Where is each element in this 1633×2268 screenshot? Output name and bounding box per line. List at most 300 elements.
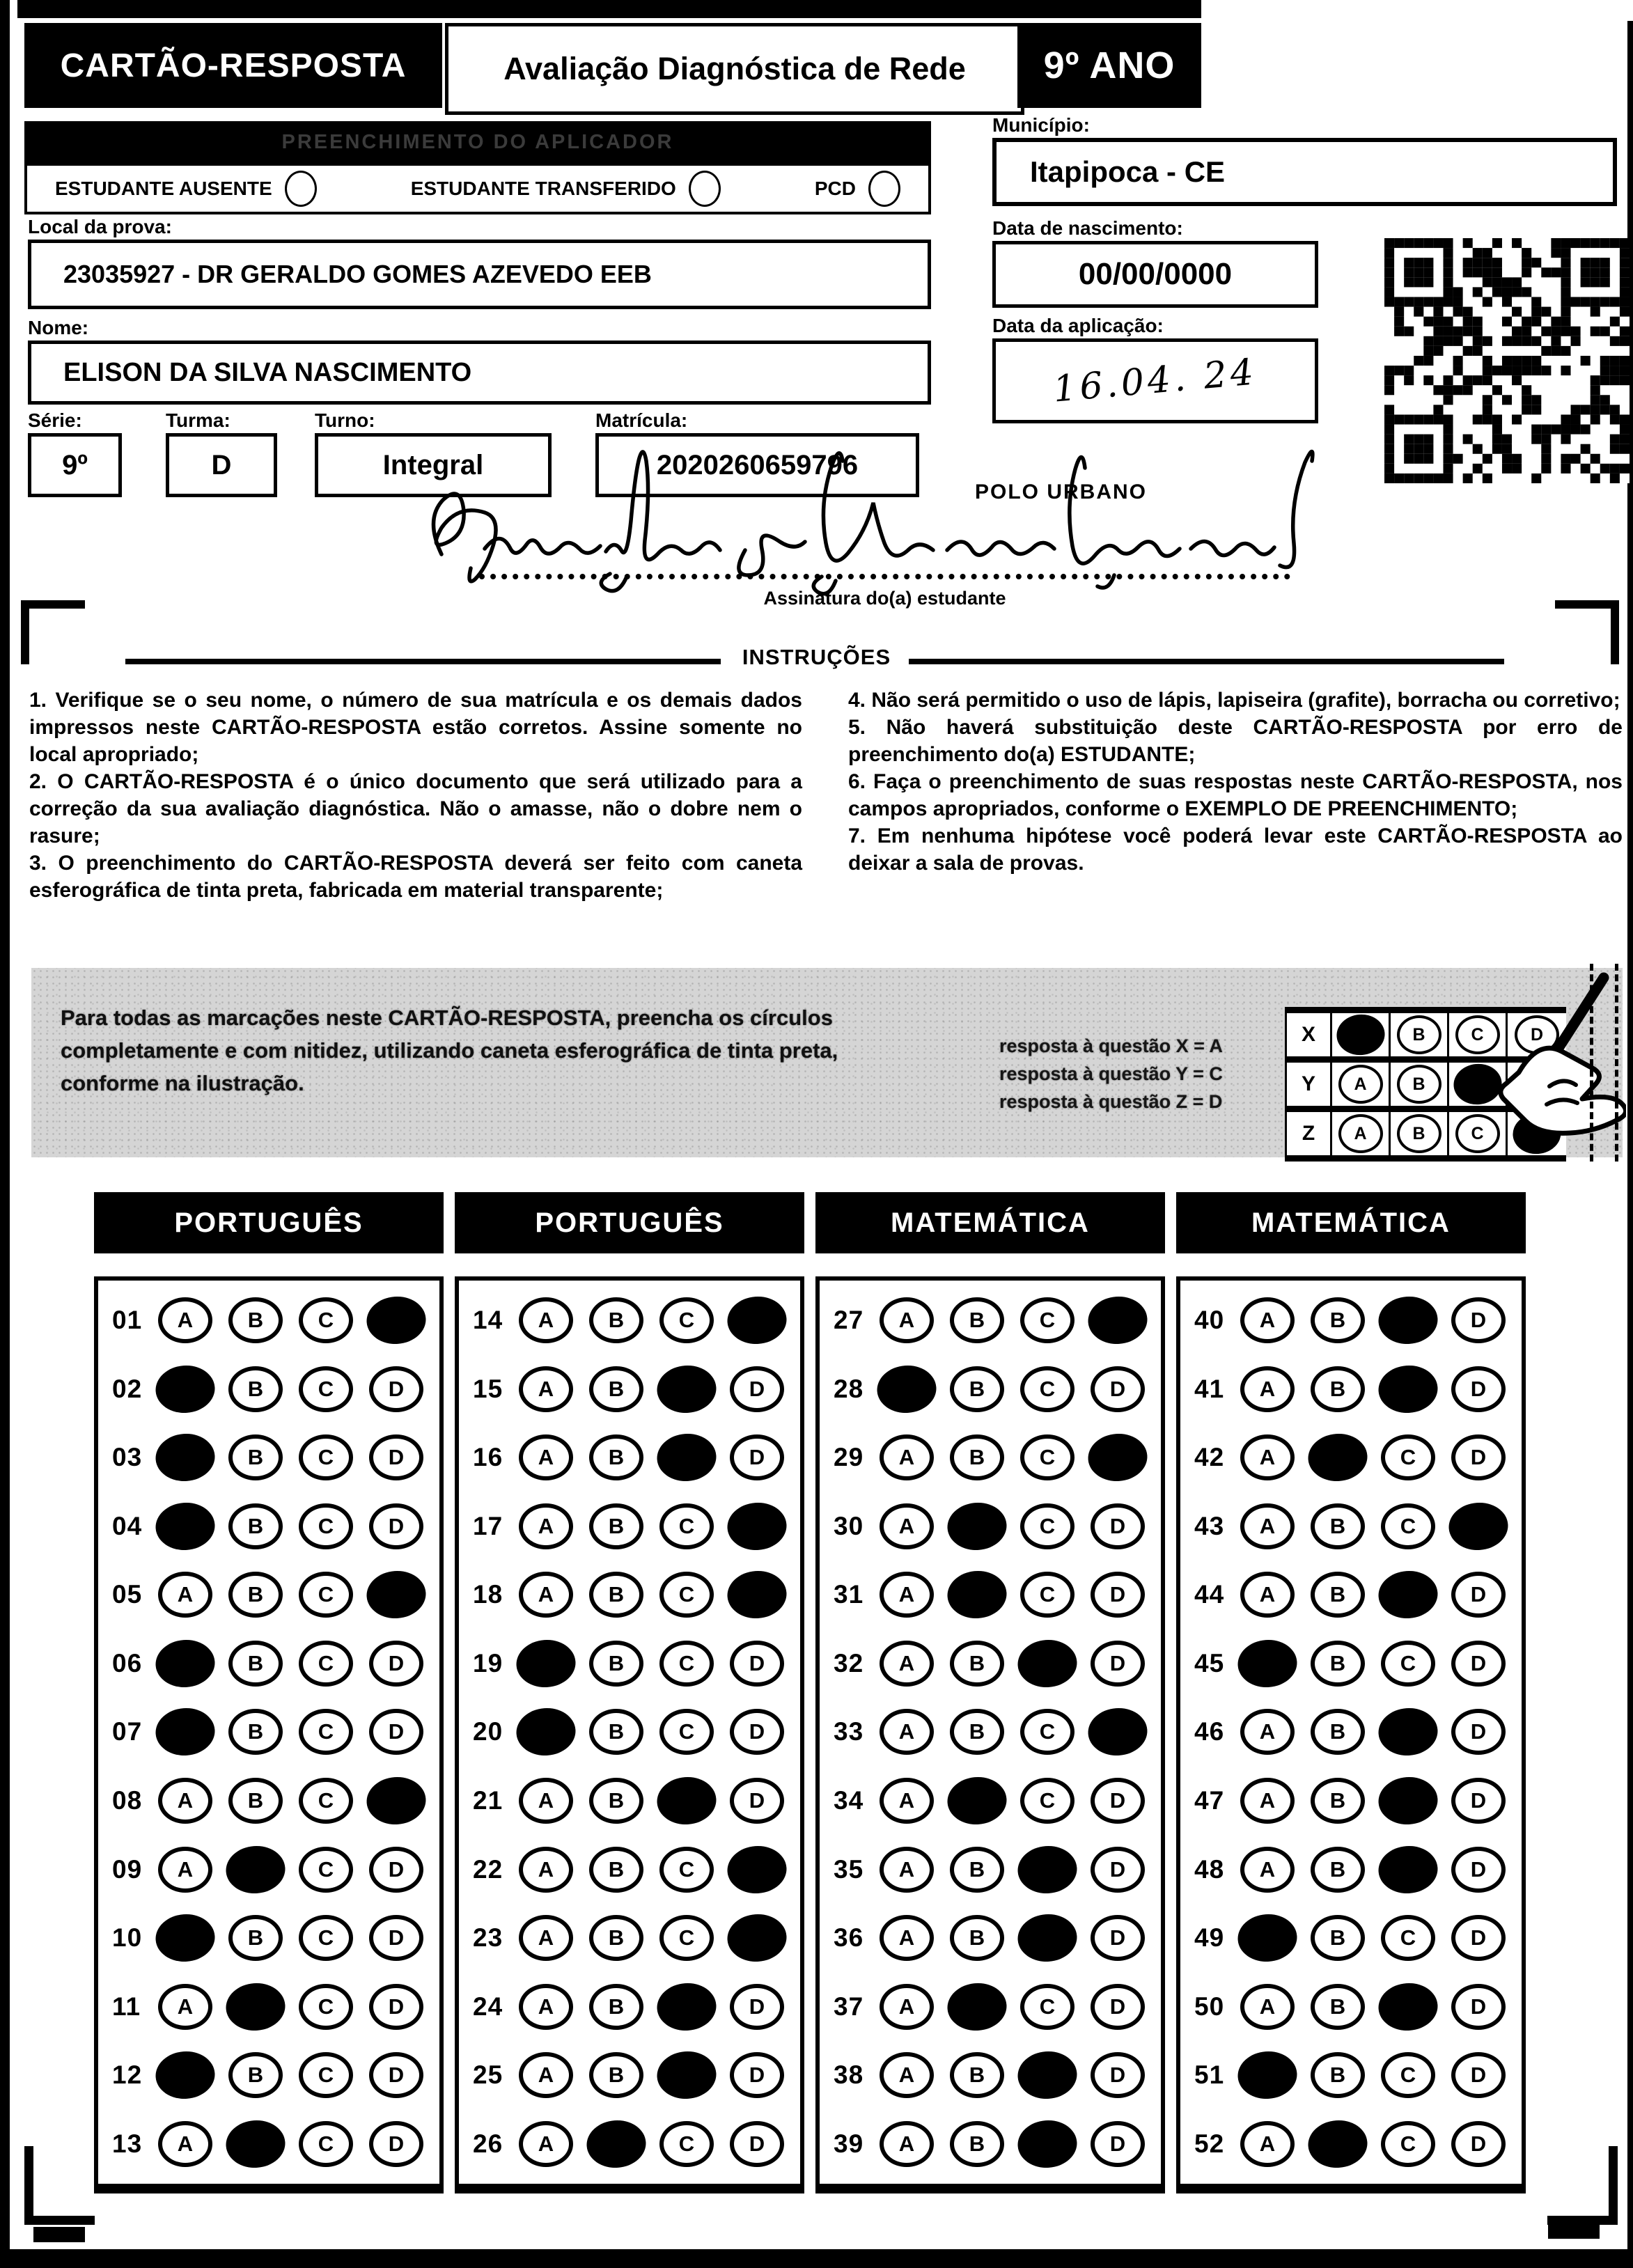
bubble-43-d[interactable] bbox=[1447, 1501, 1510, 1552]
bubble-28-c[interactable]: C bbox=[1020, 1366, 1075, 1412]
aplicacao-handwritten-date: 16.04. 24 bbox=[1052, 351, 1259, 411]
bubble-02-a[interactable] bbox=[154, 1363, 217, 1415]
question-number: 27 bbox=[834, 1306, 864, 1335]
question-number: 24 bbox=[473, 1992, 503, 2021]
bubble-06-c[interactable]: C bbox=[299, 1641, 353, 1687]
answer-column-header-4: MATEMÁTICA bbox=[1176, 1192, 1526, 1253]
bubble-46-d[interactable]: D bbox=[1451, 1709, 1506, 1755]
bubble-30-d[interactable]: D bbox=[1091, 1503, 1145, 1549]
bubble-35-b[interactable]: B bbox=[950, 1847, 1004, 1893]
question-number: 01 bbox=[112, 1306, 143, 1335]
answer-column-box-3 bbox=[815, 1276, 1165, 2193]
bubble-49-d[interactable]: D bbox=[1451, 1915, 1506, 1961]
bubble-29-b[interactable]: B bbox=[950, 1434, 1004, 1480]
answer-column-header-2: PORTUGUÊS bbox=[455, 1192, 804, 1253]
question-row-24 bbox=[459, 1984, 800, 2030]
bubble-14-d[interactable] bbox=[726, 1295, 788, 1346]
bubble-43-a[interactable]: A bbox=[1240, 1503, 1295, 1549]
bubble-46-a[interactable]: A bbox=[1240, 1709, 1295, 1755]
bubble-04-c[interactable]: C bbox=[299, 1503, 353, 1549]
bubble-52-c[interactable]: C bbox=[1381, 2121, 1435, 2167]
example-bubble-z-c: C bbox=[1455, 1114, 1500, 1153]
bubble-03-c[interactable]: C bbox=[299, 1434, 353, 1480]
bubble-52-a[interactable]: A bbox=[1240, 2121, 1295, 2167]
bubble-08-a[interactable]: A bbox=[158, 1778, 212, 1824]
bubble-27-a[interactable]: A bbox=[880, 1297, 934, 1343]
bubble-31-c[interactable]: C bbox=[1020, 1572, 1075, 1618]
instructions-title: INSTRUÇÕES bbox=[742, 645, 891, 669]
bubble-26-b[interactable] bbox=[585, 2118, 648, 2170]
matricula-label: Matrícula: bbox=[595, 409, 688, 431]
bubble-51-d[interactable]: D bbox=[1451, 2052, 1506, 2098]
bubble-15-b[interactable]: B bbox=[589, 1366, 643, 1412]
question-number: 17 bbox=[473, 1511, 503, 1540]
bubble-23-c[interactable]: C bbox=[659, 1915, 714, 1961]
bubble-17-a[interactable]: A bbox=[519, 1503, 573, 1549]
status-estudante-ausente bbox=[55, 171, 317, 207]
bubble-44-a[interactable]: A bbox=[1240, 1572, 1295, 1618]
bubble-10-d[interactable]: D bbox=[369, 1915, 423, 1961]
bubble-07-b[interactable]: B bbox=[228, 1709, 283, 1755]
bubble-12-c[interactable]: C bbox=[299, 2052, 353, 2098]
bubble-29-c[interactable]: C bbox=[1020, 1434, 1075, 1480]
question-row-45 bbox=[1180, 1641, 1522, 1687]
bubble-13-d[interactable]: D bbox=[369, 2121, 423, 2167]
bubble-18-c[interactable]: C bbox=[659, 1572, 714, 1618]
bubble-16-d[interactable]: D bbox=[730, 1434, 784, 1480]
municipio-label: Município: bbox=[992, 114, 1090, 136]
example-bubble-z-b: B bbox=[1397, 1114, 1441, 1153]
bubble-52-d[interactable]: D bbox=[1451, 2121, 1506, 2167]
bubble-19-d[interactable]: D bbox=[730, 1641, 784, 1687]
registration-corner-bottom-left bbox=[24, 2146, 95, 2225]
bubble-11-d[interactable]: D bbox=[369, 1984, 423, 2030]
bubble-28-a[interactable] bbox=[875, 1363, 938, 1415]
bubble-44-d[interactable]: D bbox=[1451, 1572, 1506, 1618]
bubble-47-c[interactable] bbox=[1377, 1775, 1439, 1827]
bubble-17-b[interactable]: B bbox=[589, 1503, 643, 1549]
question-number: 02 bbox=[112, 1374, 143, 1403]
matricula-value: 2020260659796 bbox=[595, 433, 919, 497]
transferido-bubble[interactable] bbox=[689, 171, 721, 207]
question-number: 42 bbox=[1194, 1443, 1225, 1472]
bubble-52-b[interactable] bbox=[1306, 2118, 1369, 2170]
polo-urbano-label: POLO URBANO bbox=[975, 480, 1147, 503]
bubble-08-c[interactable]: C bbox=[299, 1778, 353, 1824]
example-bubble-x-c: C bbox=[1455, 1015, 1500, 1054]
bubble-08-b[interactable]: B bbox=[228, 1778, 283, 1824]
instruction-item: 6. Faça o preenchimento de suas respostas neste CARTÃO-RESPOSTA, nos campos apropriados, conforme o EXEMPLO DE PREENCHIMENTO; bbox=[848, 770, 1623, 820]
bubble-42-b[interactable] bbox=[1306, 1432, 1369, 1483]
bubble-09-c[interactable]: C bbox=[299, 1847, 353, 1893]
registration-tick-right bbox=[1548, 2223, 1600, 2239]
bubble-02-d[interactable]: D bbox=[369, 1366, 423, 1412]
question-row-33 bbox=[820, 1709, 1161, 1755]
bubble-27-b[interactable]: B bbox=[950, 1297, 1004, 1343]
bubble-26-c[interactable]: C bbox=[659, 2121, 714, 2167]
bubble-04-d[interactable]: D bbox=[369, 1503, 423, 1549]
instruction-item: 2. O CARTÃO-RESPOSTA é o único documento que será utilizado para a correção da sua avaliação diagnóstica. Não o amasse, não o dobre nem o rasure; bbox=[29, 770, 802, 847]
question-number: 49 bbox=[1194, 1923, 1225, 1953]
bubble-03-d[interactable]: D bbox=[369, 1434, 423, 1480]
aplicacao-box bbox=[992, 338, 1318, 423]
bubble-30-b[interactable] bbox=[946, 1501, 1008, 1552]
question-number: 52 bbox=[1194, 2129, 1225, 2158]
question-row-41 bbox=[1180, 1366, 1522, 1412]
bubble-31-b[interactable] bbox=[946, 1570, 1008, 1621]
bubble-22-d[interactable] bbox=[726, 1844, 788, 1895]
bubble-51-a[interactable] bbox=[1236, 2049, 1299, 2101]
bubble-50-a[interactable]: A bbox=[1240, 1984, 1295, 2030]
bubble-30-a[interactable]: A bbox=[880, 1503, 934, 1549]
bubble-37-a[interactable]: A bbox=[880, 1984, 934, 2030]
bubble-19-a[interactable] bbox=[515, 1638, 577, 1689]
status-label: PCD bbox=[814, 178, 856, 199]
bubble-05-b[interactable]: B bbox=[228, 1572, 283, 1618]
bubble-21-a[interactable]: A bbox=[519, 1778, 573, 1824]
bubble-12-d[interactable]: D bbox=[369, 2052, 423, 2098]
applicator-status-box bbox=[24, 163, 931, 214]
bubble-02-b[interactable]: B bbox=[228, 1366, 283, 1412]
bubble-41-b[interactable]: B bbox=[1311, 1366, 1365, 1412]
bubble-25-b[interactable]: B bbox=[589, 2052, 643, 2098]
bubble-20-d[interactable]: D bbox=[730, 1709, 784, 1755]
bubble-09-b[interactable] bbox=[224, 1844, 287, 1895]
bubble-41-c[interactable] bbox=[1377, 1363, 1439, 1415]
example-bubble-x-b: B bbox=[1397, 1015, 1441, 1054]
bubble-31-a[interactable]: A bbox=[880, 1572, 934, 1618]
bubble-29-d[interactable] bbox=[1086, 1432, 1149, 1483]
question-row-37 bbox=[820, 1984, 1161, 2030]
local-value: 23035927 - DR GERALDO GOMES AZEVEDO EEB bbox=[28, 240, 931, 309]
bubble-30-c[interactable]: C bbox=[1020, 1503, 1075, 1549]
example-row-label: Z bbox=[1285, 1112, 1332, 1155]
bubble-11-a[interactable]: A bbox=[158, 1984, 212, 2030]
bubble-41-a[interactable]: A bbox=[1240, 1366, 1295, 1412]
pcd-bubble[interactable] bbox=[868, 171, 900, 207]
registration-tick-left bbox=[33, 2227, 85, 2242]
bubble-05-d[interactable] bbox=[365, 1570, 428, 1621]
bubble-48-d[interactable]: D bbox=[1451, 1847, 1506, 1893]
bubble-32-b[interactable]: B bbox=[950, 1641, 1004, 1687]
bubble-33-b[interactable]: B bbox=[950, 1709, 1004, 1755]
bubble-20-b[interactable]: B bbox=[589, 1709, 643, 1755]
bubble-36-b[interactable]: B bbox=[950, 1915, 1004, 1961]
bubble-24-b[interactable]: B bbox=[589, 1984, 643, 2030]
example-bubble-y-b: B bbox=[1397, 1065, 1441, 1104]
bubble-07-a[interactable] bbox=[154, 1707, 217, 1758]
bubble-14-b[interactable]: B bbox=[589, 1297, 643, 1343]
question-number: 08 bbox=[112, 1785, 143, 1815]
bubble-24-c[interactable] bbox=[655, 1981, 718, 2033]
bubble-36-c[interactable] bbox=[1016, 1912, 1079, 1964]
bubble-46-c[interactable] bbox=[1377, 1707, 1439, 1758]
question-number: 07 bbox=[112, 1717, 143, 1746]
bubble-35-d[interactable]: D bbox=[1091, 1847, 1145, 1893]
bubble-33-d[interactable] bbox=[1086, 1707, 1149, 1758]
bubble-39-d[interactable]: D bbox=[1091, 2121, 1145, 2167]
bubble-13-a[interactable]: A bbox=[158, 2121, 212, 2167]
bubble-46-b[interactable]: B bbox=[1311, 1709, 1365, 1755]
bubble-06-b[interactable]: B bbox=[228, 1641, 283, 1687]
bubble-21-d[interactable]: D bbox=[730, 1778, 784, 1824]
question-number: 11 bbox=[112, 1992, 141, 2021]
bubble-13-c[interactable]: C bbox=[299, 2121, 353, 2167]
bubble-27-d[interactable] bbox=[1086, 1295, 1149, 1346]
question-number: 14 bbox=[473, 1306, 503, 1335]
bubble-19-b[interactable]: B bbox=[589, 1641, 643, 1687]
bubble-09-a[interactable]: A bbox=[158, 1847, 212, 1893]
bubble-33-c[interactable]: C bbox=[1020, 1709, 1075, 1755]
bubble-20-a[interactable] bbox=[515, 1707, 577, 1758]
bubble-20-c[interactable]: C bbox=[659, 1709, 714, 1755]
bubble-18-b[interactable]: B bbox=[589, 1572, 643, 1618]
fill-example-legend bbox=[999, 1032, 1313, 1116]
bubble-28-d[interactable]: D bbox=[1091, 1366, 1145, 1412]
question-row-28 bbox=[820, 1366, 1161, 1412]
bubble-34-c[interactable]: C bbox=[1020, 1778, 1075, 1824]
question-number: 36 bbox=[834, 1923, 864, 1953]
bubble-21-c[interactable] bbox=[655, 1775, 718, 1827]
turno-value: Integral bbox=[315, 433, 552, 497]
bubble-16-b[interactable]: B bbox=[589, 1434, 643, 1480]
bubble-22-a[interactable]: A bbox=[519, 1847, 573, 1893]
bubble-40-b[interactable]: B bbox=[1311, 1297, 1365, 1343]
question-number: 43 bbox=[1194, 1511, 1225, 1540]
bubble-48-b[interactable]: B bbox=[1311, 1847, 1365, 1893]
bubble-22-c[interactable]: C bbox=[659, 1847, 714, 1893]
bubble-43-b[interactable]: B bbox=[1311, 1503, 1365, 1549]
bubble-24-a[interactable]: A bbox=[519, 1984, 573, 2030]
bubble-02-c[interactable]: C bbox=[299, 1366, 353, 1412]
example-cell bbox=[1391, 1112, 1449, 1155]
bubble-38-c[interactable] bbox=[1016, 2049, 1079, 2101]
bubble-06-a[interactable] bbox=[154, 1638, 217, 1689]
bubble-10-b[interactable]: B bbox=[228, 1915, 283, 1961]
bubble-11-b[interactable] bbox=[224, 1981, 287, 2033]
bubble-19-c[interactable]: C bbox=[659, 1641, 714, 1687]
bubble-34-a[interactable]: A bbox=[880, 1778, 934, 1824]
bubble-15-a[interactable]: A bbox=[519, 1366, 573, 1412]
bubble-14-c[interactable]: C bbox=[659, 1297, 714, 1343]
bubble-12-b[interactable]: B bbox=[228, 2052, 283, 2098]
example-cell bbox=[1391, 1063, 1449, 1106]
bubble-14-a[interactable]: A bbox=[519, 1297, 573, 1343]
bubble-25-d[interactable]: D bbox=[730, 2052, 784, 2098]
bubble-05-c[interactable]: C bbox=[299, 1572, 353, 1618]
bubble-45-c[interactable]: C bbox=[1381, 1641, 1435, 1687]
aplicacao-label: Data da aplicação: bbox=[992, 315, 1164, 336]
question-number: 05 bbox=[112, 1580, 143, 1609]
bubble-17-d[interactable] bbox=[726, 1501, 788, 1552]
bubble-10-a[interactable] bbox=[154, 1912, 217, 1964]
question-number: 48 bbox=[1194, 1854, 1225, 1884]
bubble-31-d[interactable]: D bbox=[1091, 1572, 1145, 1618]
bubble-39-b[interactable]: B bbox=[950, 2121, 1004, 2167]
question-number: 19 bbox=[473, 1648, 503, 1677]
bubble-38-b[interactable]: B bbox=[950, 2052, 1004, 2098]
bubble-36-d[interactable]: D bbox=[1091, 1915, 1145, 1961]
question-number: 33 bbox=[834, 1717, 864, 1746]
bubble-18-a[interactable]: A bbox=[519, 1572, 573, 1618]
question-number: 03 bbox=[112, 1443, 143, 1472]
bubble-38-a[interactable]: A bbox=[880, 2052, 934, 2098]
question-number: 51 bbox=[1194, 2060, 1225, 2090]
bubble-15-c[interactable] bbox=[655, 1363, 718, 1415]
question-row-16 bbox=[459, 1434, 800, 1480]
bubble-09-d[interactable]: D bbox=[369, 1847, 423, 1893]
bubble-03-a[interactable] bbox=[154, 1432, 217, 1483]
bubble-16-c[interactable] bbox=[655, 1432, 718, 1483]
fill-example-band bbox=[31, 968, 1623, 1157]
bubble-18-d[interactable] bbox=[726, 1570, 788, 1621]
question-number: 06 bbox=[112, 1648, 143, 1677]
bubble-37-b[interactable] bbox=[946, 1981, 1008, 2033]
bubble-50-b[interactable]: B bbox=[1311, 1984, 1365, 2030]
question-row-50 bbox=[1180, 1984, 1522, 2030]
bubble-25-c[interactable] bbox=[655, 2049, 718, 2101]
question-row-14 bbox=[459, 1297, 800, 1343]
question-row-06 bbox=[98, 1641, 439, 1687]
bubble-39-a[interactable]: A bbox=[880, 2121, 934, 2167]
bubble-07-d[interactable]: D bbox=[369, 1709, 423, 1755]
bubble-28-b[interactable]: B bbox=[950, 1366, 1004, 1412]
bubble-45-a[interactable] bbox=[1236, 1638, 1299, 1689]
bubble-47-d[interactable]: D bbox=[1451, 1778, 1506, 1824]
bubble-42-d[interactable]: D bbox=[1451, 1434, 1506, 1480]
bubble-01-d[interactable] bbox=[365, 1295, 428, 1346]
bubble-12-a[interactable] bbox=[154, 2049, 217, 2101]
bubble-06-d[interactable]: D bbox=[369, 1641, 423, 1687]
bubble-40-a[interactable]: A bbox=[1240, 1297, 1295, 1343]
bubble-22-b[interactable]: B bbox=[589, 1847, 643, 1893]
bubble-35-a[interactable]: A bbox=[880, 1847, 934, 1893]
bubble-45-b[interactable]: B bbox=[1311, 1641, 1365, 1687]
bubble-39-c[interactable] bbox=[1016, 2118, 1079, 2170]
bubble-01-b[interactable]: B bbox=[228, 1297, 283, 1343]
bubble-03-b[interactable]: B bbox=[228, 1434, 283, 1480]
bubble-25-a[interactable]: A bbox=[519, 2052, 573, 2098]
bubble-40-d[interactable]: D bbox=[1451, 1297, 1506, 1343]
bubble-29-a[interactable]: A bbox=[880, 1434, 934, 1480]
bubble-10-c[interactable]: C bbox=[299, 1915, 353, 1961]
bubble-37-d[interactable]: D bbox=[1091, 1984, 1145, 2030]
bubble-08-d[interactable] bbox=[365, 1775, 428, 1827]
bubble-05-a[interactable]: A bbox=[158, 1572, 212, 1618]
question-row-47 bbox=[1180, 1778, 1522, 1824]
bubble-49-c[interactable]: C bbox=[1381, 1915, 1435, 1961]
question-number: 25 bbox=[473, 2060, 503, 2090]
bubble-43-c[interactable]: C bbox=[1381, 1503, 1435, 1549]
fill-example-text: Para todas as marcações neste CARTÃO-RESPOSTA, preencha os círculos completamente e com nitidez, utilizando caneta esferográfica de tinta preta, conforme na ilustração. bbox=[61, 1006, 838, 1095]
bubble-26-a[interactable]: A bbox=[519, 2121, 573, 2167]
question-number: 20 bbox=[473, 1717, 503, 1746]
bubble-42-c[interactable]: C bbox=[1381, 1434, 1435, 1480]
bubble-32-d[interactable]: D bbox=[1091, 1641, 1145, 1687]
bubble-47-b[interactable]: B bbox=[1311, 1778, 1365, 1824]
question-row-22 bbox=[459, 1847, 800, 1893]
bubble-17-c[interactable]: C bbox=[659, 1503, 714, 1549]
bubble-27-c[interactable]: C bbox=[1020, 1297, 1075, 1343]
question-row-23 bbox=[459, 1915, 800, 1961]
bubble-34-b[interactable] bbox=[946, 1775, 1008, 1827]
question-number: 04 bbox=[112, 1511, 143, 1540]
answer-column-header-1: PORTUGUÊS bbox=[94, 1192, 444, 1253]
bubble-51-c[interactable]: C bbox=[1381, 2052, 1435, 2098]
bubble-13-b[interactable] bbox=[224, 2118, 287, 2170]
bubble-50-d[interactable]: D bbox=[1451, 1984, 1506, 2030]
instruction-item: 1. Verifique se o seu nome, o número de sua matrícula e os demais dados impressos neste CARTÃO-RESPOSTA estão corretos. Assine somente no local apropriado; bbox=[29, 689, 802, 766]
bubble-45-d[interactable]: D bbox=[1451, 1641, 1506, 1687]
bubble-11-c[interactable]: C bbox=[299, 1984, 353, 2030]
bubble-36-a[interactable]: A bbox=[880, 1915, 934, 1961]
example-bubble-y-a: A bbox=[1338, 1065, 1383, 1104]
example-bubble-x-d: D bbox=[1515, 1015, 1559, 1054]
question-number: 09 bbox=[112, 1854, 143, 1884]
question-number: 47 bbox=[1194, 1785, 1225, 1815]
bubble-33-a[interactable]: A bbox=[880, 1709, 934, 1755]
bubble-44-b[interactable]: B bbox=[1311, 1572, 1365, 1618]
bubble-51-b[interactable]: B bbox=[1311, 2052, 1365, 2098]
bubble-04-b[interactable]: B bbox=[228, 1503, 283, 1549]
bubble-01-c[interactable]: C bbox=[299, 1297, 353, 1343]
bubble-32-a[interactable]: A bbox=[880, 1641, 934, 1687]
bubble-49-b[interactable]: B bbox=[1311, 1915, 1365, 1961]
bubble-23-d[interactable] bbox=[726, 1912, 788, 1964]
bubble-15-d[interactable]: D bbox=[730, 1366, 784, 1412]
turno-label: Turno: bbox=[315, 409, 375, 431]
bubble-01-a[interactable]: A bbox=[158, 1297, 212, 1343]
bubble-50-c[interactable] bbox=[1377, 1981, 1439, 2033]
bottom-black-strip bbox=[0, 2249, 1633, 2268]
question-row-12 bbox=[98, 2052, 439, 2098]
bubble-37-c[interactable]: C bbox=[1020, 1984, 1075, 2030]
bubble-42-a[interactable]: A bbox=[1240, 1434, 1295, 1480]
bubble-21-b[interactable]: B bbox=[589, 1778, 643, 1824]
bubble-40-c[interactable] bbox=[1377, 1295, 1439, 1346]
bubble-35-c[interactable] bbox=[1016, 1844, 1079, 1895]
bubble-04-a[interactable] bbox=[154, 1501, 217, 1552]
question-row-43 bbox=[1180, 1503, 1522, 1549]
bubble-34-d[interactable]: D bbox=[1091, 1778, 1145, 1824]
bubble-41-d[interactable]: D bbox=[1451, 1366, 1506, 1412]
bubble-47-a[interactable]: A bbox=[1240, 1778, 1295, 1824]
bubble-32-c[interactable] bbox=[1016, 1638, 1079, 1689]
bubble-38-d[interactable]: D bbox=[1091, 2052, 1145, 2098]
question-row-32 bbox=[820, 1641, 1161, 1687]
bubble-07-c[interactable]: C bbox=[299, 1709, 353, 1755]
question-row-07 bbox=[98, 1709, 439, 1755]
bubble-23-a[interactable]: A bbox=[519, 1915, 573, 1961]
status-label: ESTUDANTE TRANSFERIDO bbox=[410, 178, 676, 199]
bubble-48-c[interactable] bbox=[1377, 1844, 1439, 1895]
serie-value: 9º bbox=[28, 433, 122, 497]
question-row-35 bbox=[820, 1847, 1161, 1893]
bubble-26-d[interactable]: D bbox=[730, 2121, 784, 2167]
question-row-26 bbox=[459, 2121, 800, 2167]
bubble-44-c[interactable] bbox=[1377, 1570, 1439, 1621]
question-number: 39 bbox=[834, 2129, 864, 2158]
ausente-bubble[interactable] bbox=[285, 171, 317, 207]
question-row-34 bbox=[820, 1778, 1161, 1824]
bubble-24-d[interactable]: D bbox=[730, 1984, 784, 2030]
bubble-23-b[interactable]: B bbox=[589, 1915, 643, 1961]
bubble-48-a[interactable]: A bbox=[1240, 1847, 1295, 1893]
bubble-16-a[interactable]: A bbox=[519, 1434, 573, 1480]
question-number: 30 bbox=[834, 1511, 864, 1540]
instruction-item: 3. O preenchimento do CARTÃO-RESPOSTA deverá ser feito com caneta esferográfica de tinta preta, fabricada em material transparente; bbox=[29, 852, 802, 902]
bubble-49-a[interactable] bbox=[1236, 1912, 1299, 1964]
